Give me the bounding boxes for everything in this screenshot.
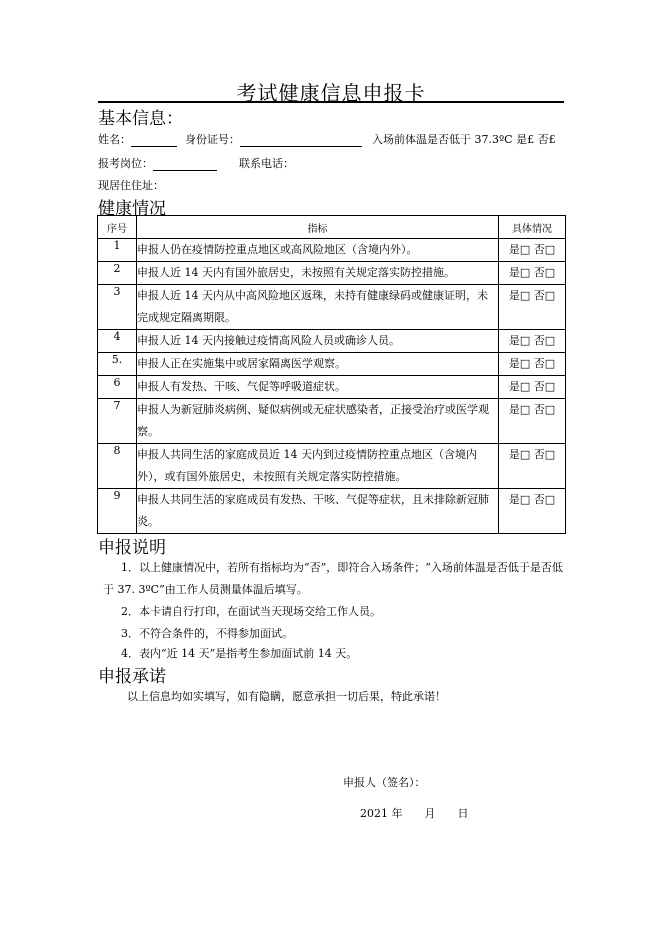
table-row — [98, 399, 566, 444]
yes-no-checkbox[interactable]: 是□ 否□ — [499, 376, 566, 399]
table-row — [98, 262, 566, 285]
notes-heading: 申报说明 — [98, 538, 166, 558]
row-number: 5. — [98, 353, 137, 376]
yes-no-checkbox[interactable]: 是□ 否□ — [499, 285, 566, 330]
row-indicator: 申报人近 14 天内从中高风险地区返珠，未持有健康绿码或健康证明，未完成规定隔离期限。 — [137, 285, 499, 330]
yes-no-checkbox[interactable]: 是□ 否□ — [499, 330, 566, 353]
table-row — [98, 330, 566, 353]
table-row — [98, 285, 566, 330]
column-header-status: 具体情况 — [499, 216, 566, 239]
phone-label: 联系电话： — [239, 157, 294, 170]
row-number: 4 — [98, 330, 137, 353]
health-heading: 健康情况 — [98, 199, 166, 219]
row-number: 7 — [98, 399, 137, 444]
position-label: 报考岗位： — [98, 157, 153, 170]
row-number: 6 — [98, 376, 137, 399]
position-field[interactable] — [153, 158, 217, 171]
health-table — [97, 215, 566, 534]
note-item-2: 2．本卡请自行打印，在面试当天现场交给工作人员。 — [121, 605, 381, 618]
pledge-text: 以上信息均如实填写，如有隐瞒，愿意承担一切后果，特此承诺！ — [127, 690, 446, 703]
row-indicator: 申报人为新冠肺炎病例、疑似病例或无症状感染者，正接受治疗或医学观察。 — [137, 399, 499, 444]
yes-no-checkbox[interactable]: 是□ 否□ — [499, 239, 566, 262]
pledge-heading: 申报承诺 — [98, 667, 166, 687]
column-header-no: 序号 — [98, 216, 137, 239]
row-number: 3 — [98, 285, 137, 330]
row-number: 2 — [98, 262, 137, 285]
yes-no-checkbox[interactable]: 是□ 否□ — [499, 444, 566, 489]
signature-label: 申报人（签名）： — [343, 776, 426, 789]
table-row — [98, 489, 566, 534]
note-item-3: 3．不符合条件的，不得参加面试。 — [121, 627, 293, 640]
basic-info-heading: 基本信息： — [98, 109, 183, 129]
title-underline — [98, 101, 564, 103]
id-number-field[interactable] — [240, 134, 362, 147]
document-title: 考试健康信息申报卡 — [236, 81, 426, 105]
yes-no-checkbox[interactable]: 是□ 否□ — [499, 262, 566, 285]
table-row — [98, 376, 566, 399]
temperature-label: 入场前体温是否低于 37.3ºC 是£ 否£ — [372, 133, 556, 146]
table-row — [98, 444, 566, 489]
name-label: 姓名： — [98, 133, 131, 146]
note-item-4: 4．表内“近 14 天”是指考生参加面试前 14 天。 — [121, 647, 358, 660]
row-number: 1 — [98, 239, 137, 262]
yes-no-checkbox[interactable]: 是□ 否□ — [499, 489, 566, 534]
id-label: 身份证号： — [185, 133, 240, 146]
health-table-header — [98, 216, 566, 239]
row-number: 9 — [98, 489, 137, 534]
yes-no-checkbox[interactable]: 是□ 否□ — [499, 399, 566, 444]
table-row — [98, 353, 566, 376]
basic-info-row-1 — [98, 131, 556, 147]
row-indicator: 申报人近 14 天内接触过疫情高风险人员或确诊人员。 — [137, 330, 499, 353]
date-line: 2021 年 月 日 — [360, 807, 469, 820]
row-indicator: 申报人共同生活的家庭成员近 14 天内到过疫情防控重点地区（含境内外），或有国外旅居史，未按照有关规定落实防控措施。 — [137, 444, 499, 489]
row-indicator: 申报人有发热、干咳、气促等呼吸道症状。 — [137, 376, 499, 399]
row-indicator: 申报人共同生活的家庭成员有发热、干咳、气促等症状，且未排除新冠肺炎。 — [137, 489, 499, 534]
row-indicator: 申报人正在实施集中或居家隔离医学观察。 — [137, 353, 499, 376]
row-indicator: 申报人近 14 天内有国外旅居史，未按照有关规定落实防控措施。 — [137, 262, 499, 285]
table-row — [98, 239, 566, 262]
row-number: 8 — [98, 444, 137, 489]
basic-info-row-2 — [98, 155, 294, 171]
column-header-indicator: 指标 — [137, 216, 499, 239]
row-indicator: 申报人仍在疫情防控重点地区或高风险地区（含境内外）。 — [137, 239, 499, 262]
address-label: 现居住住址： — [98, 179, 164, 192]
yes-no-checkbox[interactable]: 是□ 否□ — [499, 353, 566, 376]
name-field[interactable] — [131, 134, 177, 147]
note-item-1: 1．以上健康情况中，若所有指标均为“否”，即符合入场条件；“入场前体温是否低于是否低于 37. 3ºC”由工作人员测量体温后填写。 — [103, 561, 563, 596]
